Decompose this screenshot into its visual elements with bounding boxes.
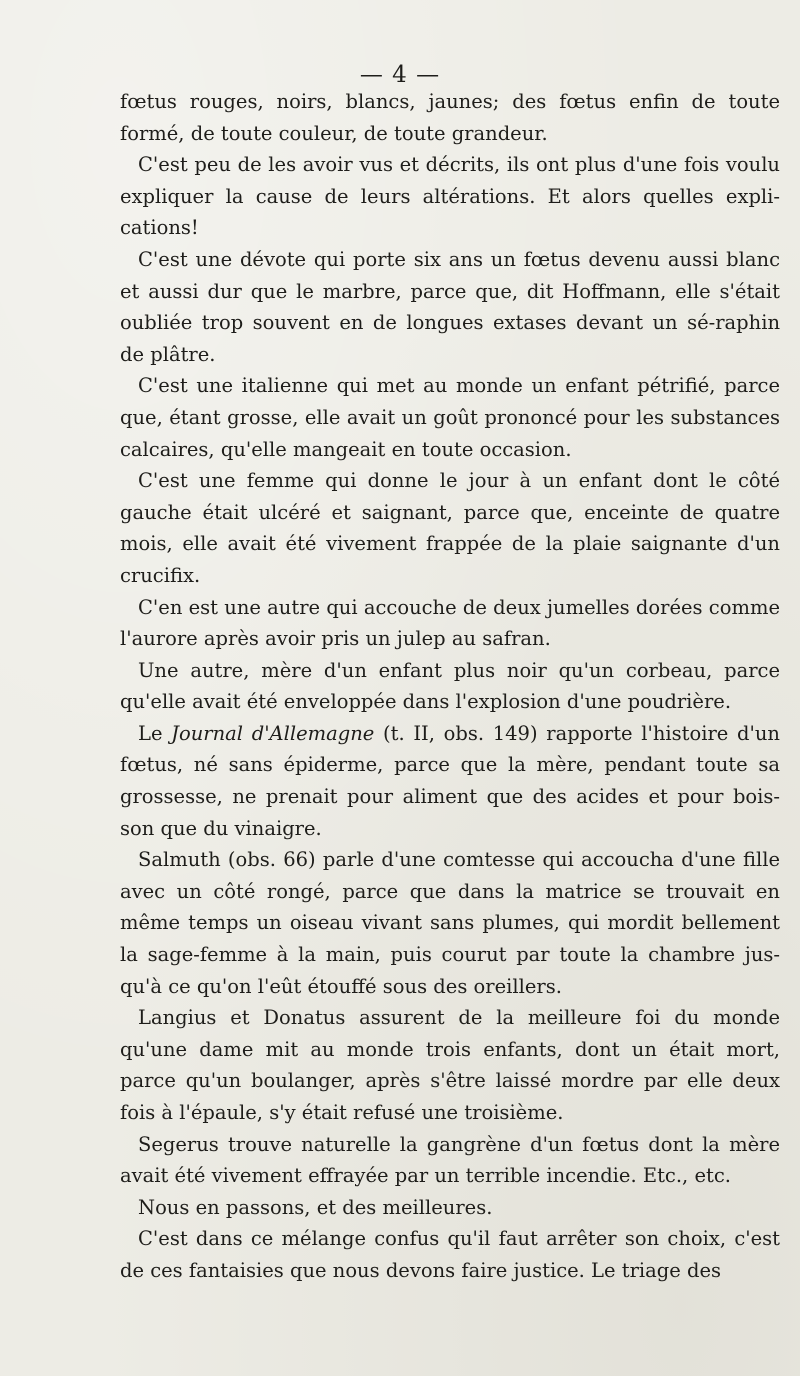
paragraph-11: Segerus trouve naturelle la gangrène d'un fœtus dont la mère avait été vivement effrayée par un terrible incendie. Etc., etc.	[120, 1132, 780, 1188]
paragraph-6: C'en est une autre qui accouche de deux jumelles dorées comme l'aurore après avoir pris un julep au safran.	[120, 595, 780, 651]
paragraph-7: Une autre, mère d'un enfant plus noir qu'un corbeau, parce qu'elle avait été enveloppée dans l'explosion d'une poudrière.	[120, 658, 780, 714]
paragraph-8	[120, 718, 780, 844]
paragraph-13: C'est dans ce mélange confus qu'il faut arrêter son choix, c'est de ces fantaisies que nous devons faire justice. Le triage des	[120, 1227, 780, 1282]
paragraph-12: Nous en passons, et des meilleures.	[138, 1195, 493, 1219]
paragraph-1: fœtus rouges, noirs, blancs, jaunes; des fœtus enfin de toute formé, de toute couleur, de toute grandeur.	[120, 90, 780, 145]
paragraph-3: C'est une dévote qui porte six ans un fœtus devenu aussi blanc et aussi dur que le marbre, parce que, dit Hoffmann, elle s'était oubliée trop souvent en de longues extases devant un sé-raphin de plâtre.	[120, 247, 780, 366]
body-text	[120, 86, 780, 1287]
journal-title: Journal d'Allemagne	[171, 721, 375, 745]
paragraph-4: C'est une italienne qui met au monde un enfant pétrifié, parce que, étant grosse, elle avait un goût prononcé pour les substances calcaires, qu'elle mangeait en toute occasion.	[120, 374, 780, 461]
paragraph-10: Langius et Donatus assurent de la meilleure foi du monde qu'une dame mit au monde trois enfants, dont un était mort, parce qu'un boulanger, après s'être laissé mordre par elle deux fois à l'épaule, s'y était refusé une troisième.	[120, 1006, 780, 1124]
paragraph-8-lead: Le	[138, 721, 172, 745]
paragraph-5: C'est une femme qui donne le jour à un enfant dont le côté gauche était ulcéré et saignant, parce que, enceinte de quatre mois, elle avait été vivement frappée de la plaie saignante d'un crucifix.	[120, 469, 780, 587]
page-number: — 4 —	[359, 62, 441, 88]
paragraph-2: C'est peu de les avoir vus et décrits, ils ont plus d'une fois voulu expliquer la cause de leurs altérations. Et alors quelles expli-cations!	[120, 153, 780, 240]
paragraph-9: Salmuth (obs. 66) parle d'une comtesse qui accoucha d'une fille avec un côté rongé, parce que dans la matrice se trouvait en même temps un oiseau vivant sans plumes, qui mordit bellement la sage-femme à la main, puis courut par toute la chambre jus-qu'à ce qu'on l'eût étouffé sous des oreillers.	[120, 848, 780, 998]
paragraph-8-rest: (t. II, obs. 149) rapporte l'histoire d'un fœtus, né sans épiderme, parce que la mère, pendant toute sa grossesse, ne prenait pour aliment que des acides et pour bois-son que du vinaigre.	[120, 721, 780, 840]
